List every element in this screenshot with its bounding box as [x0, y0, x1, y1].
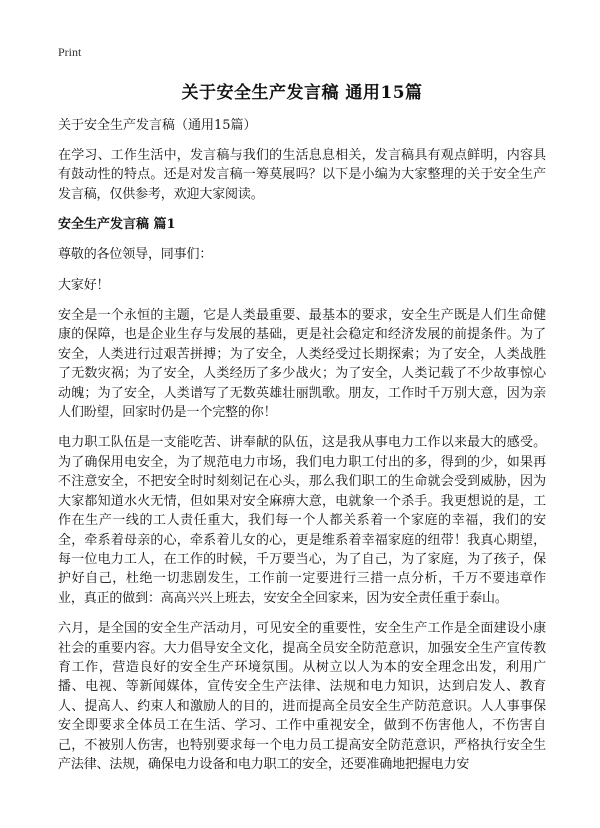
intro-paragraph: 在学习、工作生活中，发言稿与我们的生活息息相关，发言稿具有观点鲜明，内容具有鼓动性的特点。还是对发言稿一筹莫展吗？以下是小编为大家整理的关于安全生产发言稿，仅供参考，欢迎大家阅读。: [58, 148, 546, 202]
salutation: 尊敬的各位领导，同事们：: [58, 247, 213, 263]
document-title: 关于安全生产发言稿 通用15篇: [181, 83, 423, 103]
greeting: 大家好！: [58, 277, 110, 293]
print-label[interactable]: Print: [58, 45, 82, 59]
document-page: [58, 82, 546, 785]
body-paragraph-2: 电力职工队伍是一支能吃苦、讲奉献的队伍，这是我从事电力工作以来最大的感受。为了确保用电安全，为了规范电力市场，我们电力职工付出的多，得到的少，如果再不注意安全，不把安全时时刻刻记在心头，那么我们职工的生命就会受到威胁，因为大家都知道水火无情，但如果对安全麻痹大意，电就象一个杀手。我更想说的是，工作在生产一线的工人责任重大，我们每一个人都关系着一个家庭的幸福，我们的安全，牵系着母亲的心，牵系着儿女的心，更是维系着幸福家庭的纽带！我真心期望，每一位电力工人，在工作的时候，千万要当心，为了自己，为了家庭，为了孩子，保护好自己，杜绝一切悲剧发生，工作前一定要进行三措一点分析，千万不要违章作业，真正的做到：高高兴兴上班去，安安全全回家来，因为安全责任重于泰山。: [58, 435, 546, 606]
section-heading: 安全生产发言稿 篇1: [58, 217, 176, 233]
body-paragraph-3: 六月，是全国的安全生产活动月，可见安全的重要性，安全生产工作是全面建设小康社会的重要内容。大力倡导安全文化，提高全员安全防范意识，加强安全生产宣传教育工作，营造良好的安全生产环境氛围。从树立以人为本的安全理念出发，利用广播、电视、等新闻媒体，宣传安全生产法律、法规和电力知识，达到启发人、教育人、提高人、约束人和激励人的目的，进而提高全员安全生产防范意识。人人事事保安全即要求全体员工在生活、学习、工作中重视安全，做到不伤害他人，不伤害自己，不被别人伤害，也特别要求每一个电力员工提高安全防范意识，严格执行安全生产法律、法规，确保电力设备和电力职工的安全，还要准确地把握电力安: [58, 621, 546, 772]
document-subtitle: 关于安全生产发言稿（通用15篇）: [58, 118, 257, 133]
body-paragraph-1: 安全是一个永恒的主题，它是人类最重要、最基本的要求，安全生产既是人们生命健康的保障，也是企业生存与发展的基础，更是社会稳定和经济发展的前提条件。为了安全，人类进行过艰苦拼搏；为了安全，人类经受过长期探索；为了安全，人类战胜了无数灾祸；为了安全，人类经历了多少战火；为了安全，人类记载了不少故事惊心动魄；为了安全，人类谱写了无数英雄壮丽凯歌。朋友，工作时千万别大意，因为亲人们盼望，回家时仍是一个完整的你！: [58, 308, 546, 421]
